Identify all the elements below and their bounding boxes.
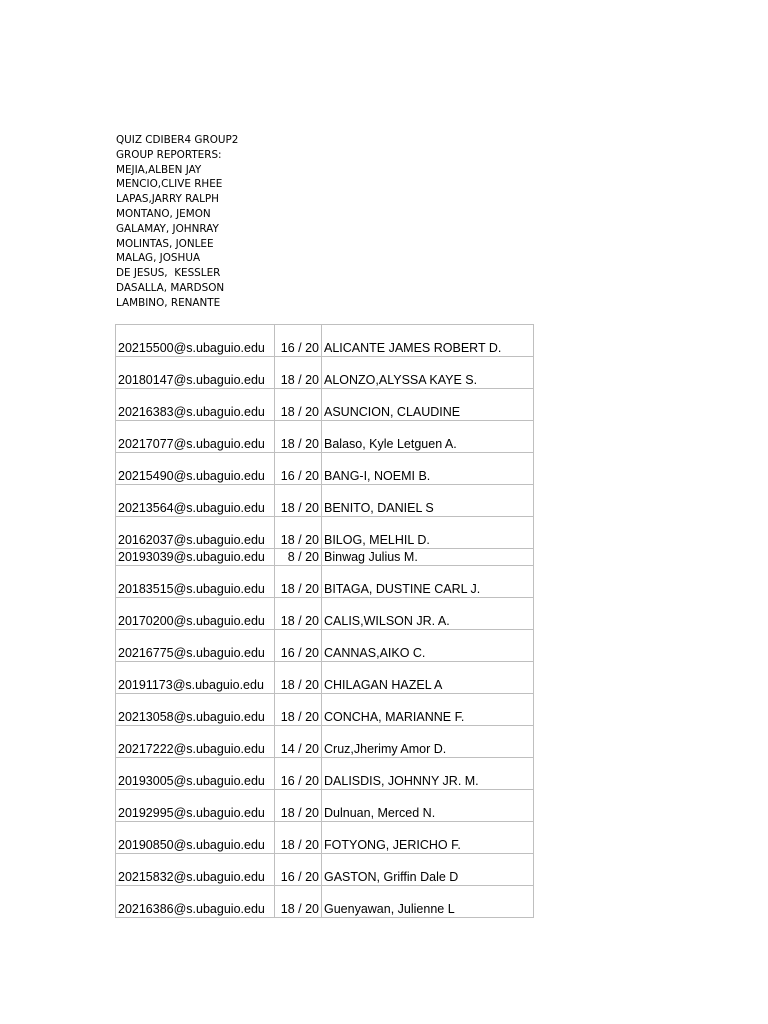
student-name-cell: CALIS,WILSON JR. A. [322, 598, 534, 630]
table-row [116, 566, 534, 598]
quiz-title: QUIZ CDIBER4 GROUP2 [116, 134, 239, 146]
table-row [116, 357, 534, 389]
reporter-name: GALAMAY, JOHNRAY [116, 222, 219, 235]
student-name-cell: BENITO, DANIEL S [322, 485, 534, 517]
score-cell: 16 / 20 [275, 758, 322, 790]
student-name-cell: GASTON, Griffin Dale D [322, 854, 534, 886]
table-row [116, 325, 534, 357]
table-row [116, 453, 534, 485]
student-email-cell: 20170200@s.ubaguio.edu [116, 598, 275, 630]
table-row [116, 694, 534, 726]
table-row [116, 549, 534, 566]
table-row [116, 854, 534, 886]
student-email-cell: 20213564@s.ubaguio.edu [116, 485, 275, 517]
student-name-cell: BANG-I, NOEMI B. [322, 453, 534, 485]
student-name-cell: FOTYONG, JERICHO F. [322, 822, 534, 854]
student-email-cell: 20193005@s.ubaguio.edu [116, 758, 275, 790]
student-email-cell: 20193039@s.ubaguio.edu [116, 549, 275, 566]
student-name-cell: BITAGA, DUSTINE CARL J. [322, 566, 534, 598]
student-email-cell: 20180147@s.ubaguio.edu [116, 357, 275, 389]
student-email-cell: 20190850@s.ubaguio.edu [116, 822, 275, 854]
score-cell: 18 / 20 [275, 566, 322, 598]
score-cell: 18 / 20 [275, 357, 322, 389]
score-cell: 16 / 20 [275, 854, 322, 886]
table-row [116, 790, 534, 822]
reporter-name: DASALLA, MARDSON [116, 281, 225, 294]
student-name-cell: ASUNCION, CLAUDINE [322, 389, 534, 421]
reporter-name: MONTANO, JEMON [116, 207, 211, 220]
student-email-cell: 20191173@s.ubaguio.edu [116, 662, 275, 694]
student-email-cell: 20215490@s.ubaguio.edu [116, 453, 275, 485]
table-row [116, 726, 534, 758]
student-name-cell: Binwag Julius M. [322, 549, 534, 566]
student-name-cell: BILOG, MELHIL D. [322, 517, 534, 549]
student-name-cell: ALICANTE JAMES ROBERT D. [322, 325, 534, 357]
table-row [116, 758, 534, 790]
student-email-cell: 20162037@s.ubaguio.edu [116, 517, 275, 549]
reporters-heading: GROUP REPORTERS: [116, 148, 222, 161]
student-email-cell: 20215832@s.ubaguio.edu [116, 854, 275, 886]
student-name-cell: Cruz,Jherimy Amor D. [322, 726, 534, 758]
student-email-cell: 20216383@s.ubaguio.edu [116, 389, 275, 421]
score-cell: 14 / 20 [275, 726, 322, 758]
student-name-cell: ALONZO,ALYSSA KAYE S. [322, 357, 534, 389]
student-name-cell: CHILAGAN HAZEL A [322, 662, 534, 694]
table-row [116, 630, 534, 662]
student-email-cell: 20217077@s.ubaguio.edu [116, 421, 275, 453]
student-name-cell: Balaso, Kyle Letguen A. [322, 421, 534, 453]
score-cell: 8 / 20 [275, 549, 322, 566]
reporter-name: MENCIO,CLIVE RHEE [116, 178, 223, 191]
score-cell: 18 / 20 [275, 517, 322, 549]
student-email-cell: 20215500@s.ubaguio.edu [116, 325, 275, 357]
score-cell: 18 / 20 [275, 790, 322, 822]
score-cell: 18 / 20 [275, 421, 322, 453]
reporter-name: MALAG, JOSHUA [116, 252, 201, 265]
student-name-cell: Dulnuan, Merced N. [322, 790, 534, 822]
table-row [116, 485, 534, 517]
scores-table [115, 324, 534, 918]
reporter-name: MEJIA,ALBEN JAY [116, 163, 202, 176]
table-row [116, 389, 534, 421]
student-name-cell: Guenyawan, Julienne L [322, 886, 534, 918]
student-email-cell: 20213058@s.ubaguio.edu [116, 694, 275, 726]
score-cell: 16 / 20 [275, 453, 322, 485]
table-row [116, 662, 534, 694]
student-name-cell: DALISDIS, JOHNNY JR. M. [322, 758, 534, 790]
reporter-name: LAMBINO, RENANTE [116, 296, 221, 309]
student-email-cell: 20216775@s.ubaguio.edu [116, 630, 275, 662]
table-row [116, 598, 534, 630]
document-header [116, 133, 238, 311]
table-row [116, 517, 534, 549]
reporter-name: DE JESUS, KESSLER [116, 267, 221, 280]
score-cell: 18 / 20 [275, 598, 322, 630]
student-name-cell: CONCHA, MARIANNE F. [322, 694, 534, 726]
score-cell: 18 / 20 [275, 485, 322, 517]
score-cell: 18 / 20 [275, 662, 322, 694]
table-row [116, 886, 534, 918]
reporter-name: LAPAS,JARRY RALPH [116, 193, 219, 206]
score-cell: 18 / 20 [275, 886, 322, 918]
student-email-cell: 20192995@s.ubaguio.edu [116, 790, 275, 822]
score-cell: 16 / 20 [275, 630, 322, 662]
table-row [116, 421, 534, 453]
student-name-cell: CANNAS,AIKO C. [322, 630, 534, 662]
score-cell: 18 / 20 [275, 389, 322, 421]
score-cell: 16 / 20 [275, 325, 322, 357]
score-cell: 18 / 20 [275, 822, 322, 854]
table-row [116, 822, 534, 854]
score-cell: 18 / 20 [275, 694, 322, 726]
student-email-cell: 20216386@s.ubaguio.edu [116, 886, 275, 918]
student-email-cell: 20183515@s.ubaguio.edu [116, 566, 275, 598]
reporter-name: MOLINTAS, JONLEE [116, 237, 214, 250]
student-email-cell: 20217222@s.ubaguio.edu [116, 726, 275, 758]
